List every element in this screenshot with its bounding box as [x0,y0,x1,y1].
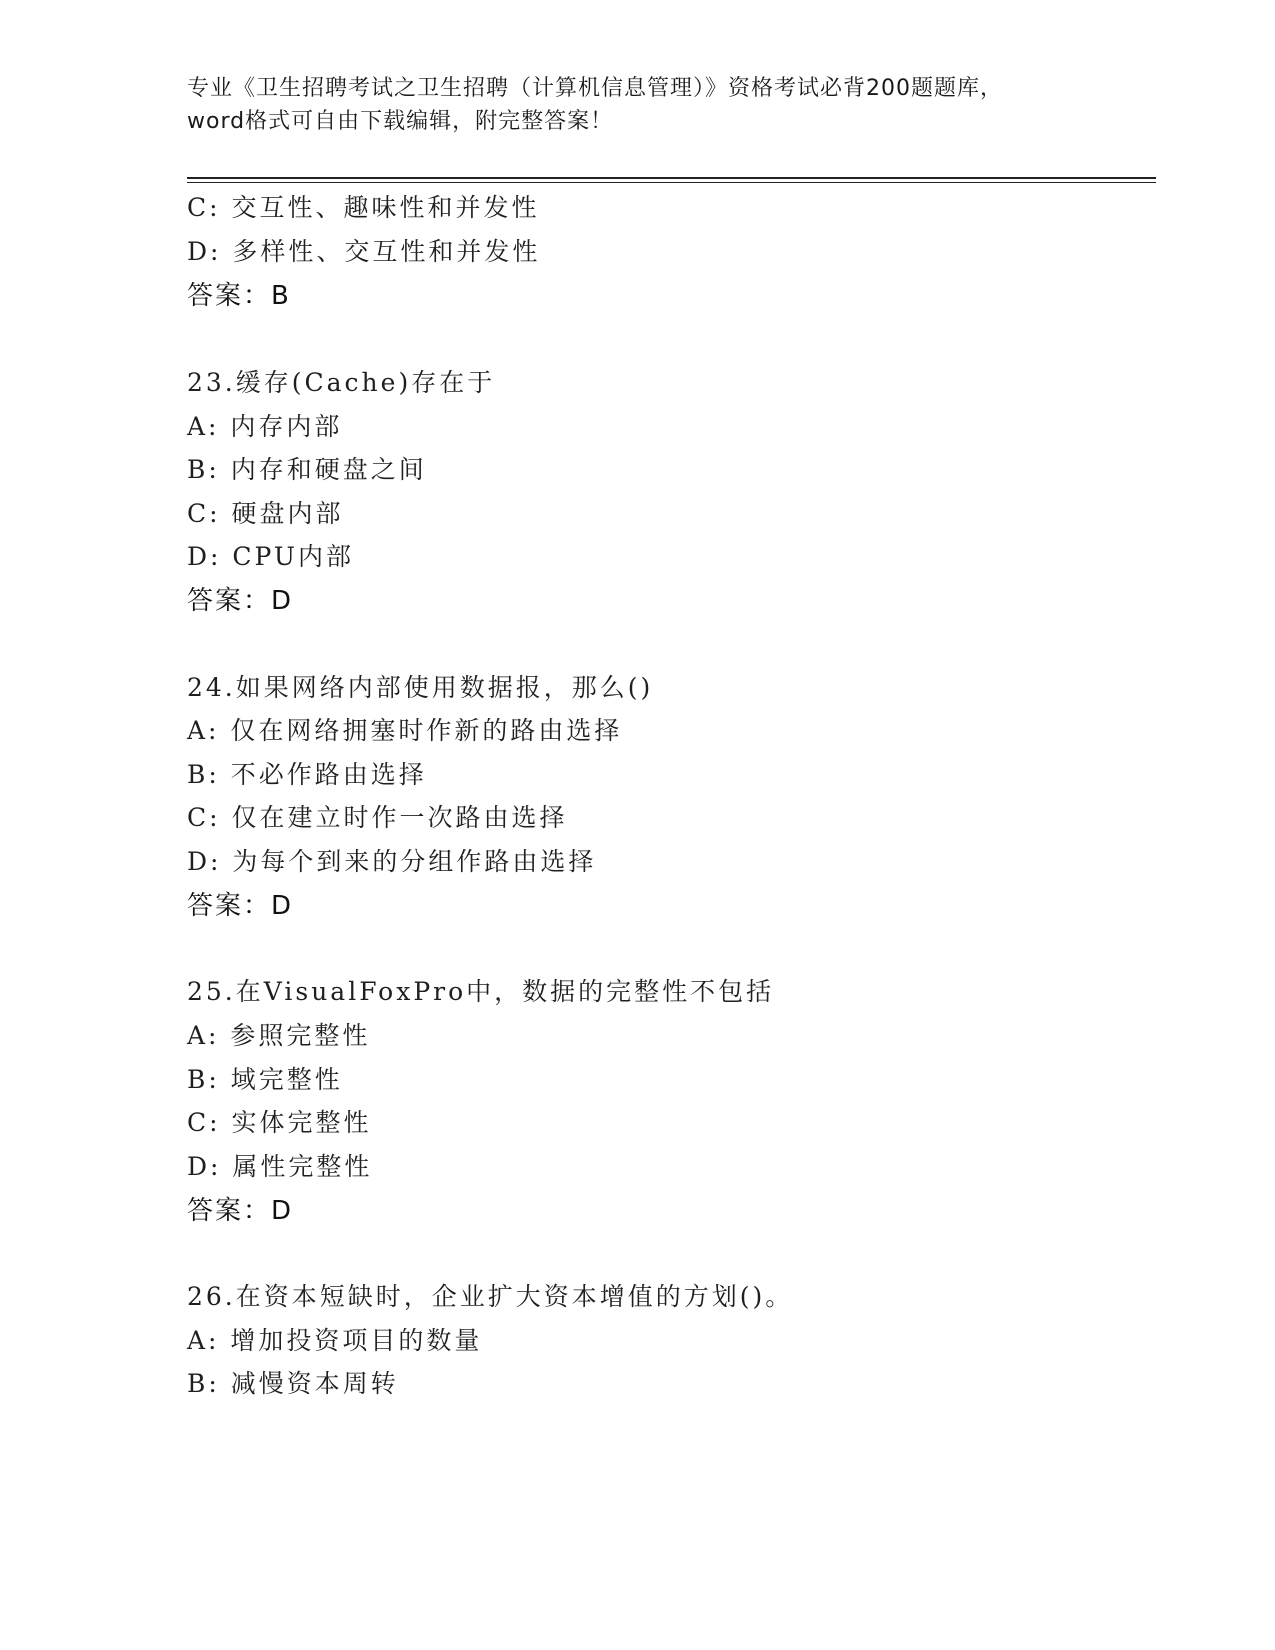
q22-answer: 答案：B [187,281,291,311]
q24-question: 24.如果网络内部使用数据报，那么() [187,673,654,702]
q25-option-b: B: 域完整性 [187,1065,343,1094]
q23-question: 23.缓存(Cache)存在于 [187,368,496,397]
header-divider-thin [187,182,1156,183]
q23-answer: 答案：D [187,586,294,616]
q26-question: 26.在资本短缺时，企业扩大资本增值的方划()。 [187,1282,794,1311]
q24-option-b: B: 不必作路由选择 [187,760,427,789]
q24-option-d: D: 为每个到来的分组作路由选择 [187,847,597,876]
header-divider-thick [187,177,1156,179]
header-line-2: word格式可自由下载编辑，附完整答案！ [187,109,614,134]
document-header [187,72,1087,138]
q24-option-c: C: 仅在建立时作一次路由选择 [187,803,568,832]
header-line-1: 专业《卫生招聘考试之卫生招聘（计算机信息管理）》资格考试必背200题题库， [187,76,1003,101]
q22-option-c: C: 交互性、趣味性和并发性 [187,193,540,222]
q23-option-b: B: 内存和硬盘之间 [187,455,427,484]
q24-answer: 答案：D [187,891,294,921]
q25-option-c: C: 实体完整性 [187,1108,372,1137]
q25-option-d: D: 属性完整性 [187,1152,373,1181]
q22-option-d: D: 多样性、交互性和并发性 [187,237,541,266]
q25-question: 25.在VisualFoxPro中，数据的完整性不包括 [187,977,775,1006]
q26-option-b: B: 减慢资本周转 [187,1369,399,1398]
q25-option-a: A: 参照完整性 [187,1021,371,1050]
q23-option-c: C: 硬盘内部 [187,499,344,528]
q24-option-a: A: 仅在网络拥塞时作新的路由选择 [187,716,623,745]
q26-option-a: A: 增加投资项目的数量 [187,1326,483,1355]
q23-option-d: D: CPU内部 [187,542,354,571]
q23-option-a: A: 内存内部 [187,412,343,441]
q25-answer: 答案：D [187,1196,294,1226]
